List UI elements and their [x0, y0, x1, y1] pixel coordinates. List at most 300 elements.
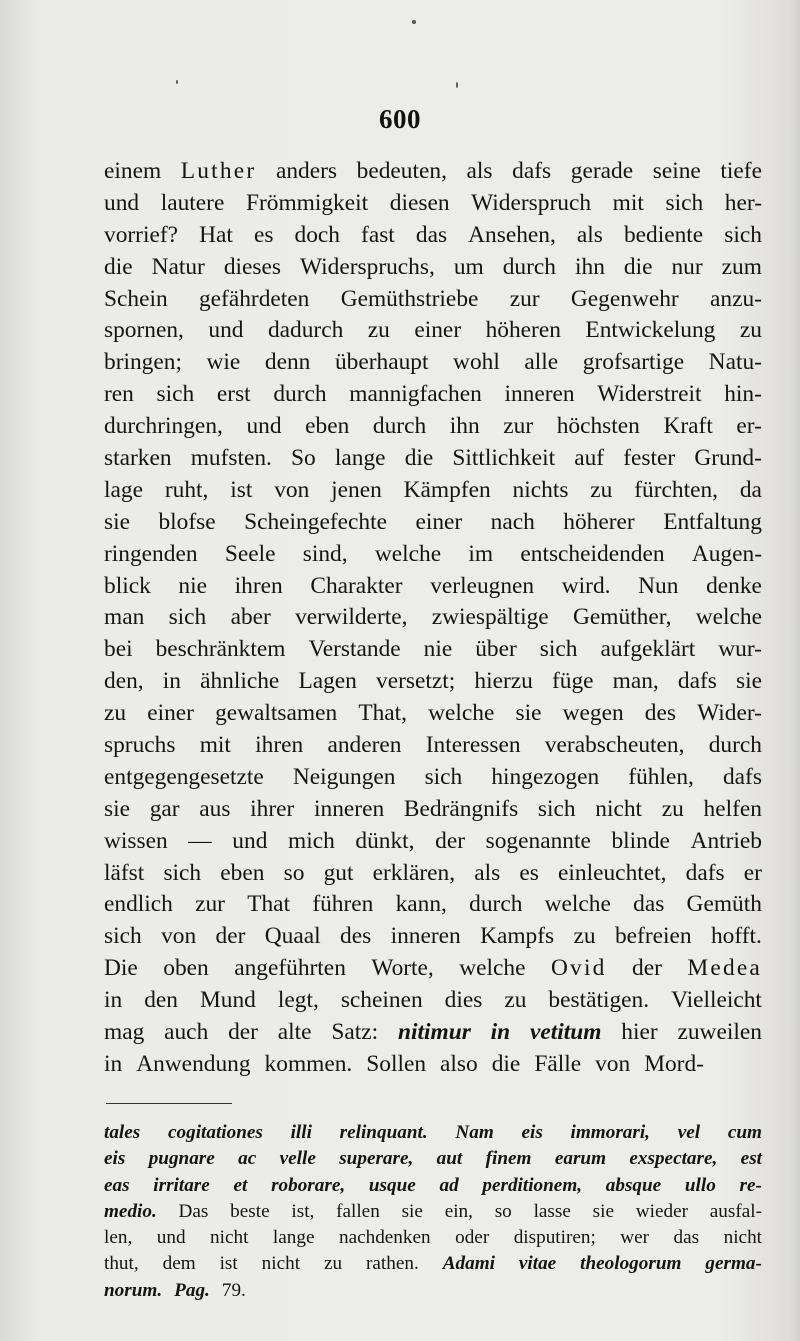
- word: usque: [368, 1174, 416, 1196]
- word: der: [632, 955, 662, 982]
- word: Widerstreit: [597, 381, 702, 408]
- word: des: [340, 923, 372, 950]
- word: wur-: [718, 636, 762, 663]
- word: nachdenken: [338, 1227, 431, 1249]
- word: oben: [163, 955, 209, 982]
- word: die: [491, 1050, 521, 1077]
- word: bringen;: [104, 349, 182, 376]
- word: vitae: [518, 1253, 557, 1275]
- word: dafs: [512, 158, 552, 184]
- word: sind,: [302, 540, 348, 567]
- word: Quaal: [264, 923, 321, 950]
- word: So: [291, 445, 316, 472]
- word: Die: [104, 955, 138, 982]
- word: zu: [367, 317, 390, 344]
- word: und: [232, 827, 268, 854]
- word: rathen.: [366, 1253, 419, 1275]
- word: beschränktem: [155, 636, 286, 663]
- word: verwilderte,: [295, 604, 408, 631]
- word: ullo: [684, 1174, 716, 1196]
- word: disputiren;: [513, 1227, 596, 1249]
- word: überhaupt: [334, 349, 429, 376]
- word: velle: [279, 1148, 316, 1170]
- word: nie: [423, 636, 453, 663]
- word: gewaltsamen: [215, 700, 338, 727]
- word: einer: [415, 508, 463, 535]
- word: er-: [736, 413, 762, 440]
- word: die: [404, 445, 434, 472]
- word: dünkt,: [355, 827, 415, 854]
- word: lange: [272, 1227, 315, 1249]
- word: zu: [590, 476, 613, 503]
- word: Gemüth: [686, 891, 762, 918]
- word: thut,: [104, 1253, 139, 1275]
- word: her-: [724, 189, 762, 216]
- word: anderen: [327, 732, 402, 759]
- word: bei: [104, 636, 133, 663]
- word: Interessen: [425, 732, 521, 759]
- word: Kämpfen: [403, 476, 491, 503]
- word: der: [228, 1019, 258, 1046]
- word: dafs: [685, 859, 725, 886]
- word: vetitum: [529, 1019, 602, 1046]
- word: Entwickelung: [585, 317, 716, 344]
- word: Entfaltung: [663, 508, 762, 535]
- word: denke: [706, 572, 762, 599]
- word: nicht: [210, 1227, 249, 1249]
- word: wird.: [561, 572, 611, 599]
- word: nur: [671, 253, 703, 280]
- word: diesen: [389, 189, 450, 216]
- word: fallen: [336, 1200, 380, 1222]
- word: da: [739, 476, 762, 503]
- text-line: [104, 987, 762, 1019]
- word: vorrief?: [104, 221, 179, 248]
- word: des: [644, 700, 676, 727]
- word: von: [161, 923, 197, 950]
- text-line: [104, 190, 762, 222]
- word: sich: [724, 221, 762, 248]
- word: zu: [739, 317, 762, 344]
- footnote-line: [104, 1201, 762, 1227]
- word: sie: [401, 1200, 423, 1222]
- footnote-line: [104, 1148, 762, 1174]
- word: sich: [539, 636, 578, 663]
- word: Augen-: [691, 540, 762, 567]
- word: anders: [275, 158, 338, 184]
- word: die: [623, 253, 653, 280]
- word: auf: [574, 445, 605, 472]
- word: grofsartige: [582, 349, 685, 376]
- word: also: [440, 1050, 478, 1077]
- word: jenen: [331, 476, 382, 503]
- word: um: [453, 253, 484, 280]
- text-line: [104, 381, 762, 413]
- word: 79.: [221, 1279, 246, 1301]
- word: es: [519, 859, 539, 886]
- word: aut: [436, 1148, 463, 1170]
- text-line: [104, 860, 762, 892]
- word: welche: [544, 891, 611, 918]
- word: Gegenwehr: [570, 285, 679, 312]
- footnote-line: [104, 1175, 762, 1201]
- word: earum: [554, 1148, 607, 1170]
- text-line: [104, 413, 762, 445]
- word: norum.: [104, 1279, 163, 1301]
- word: mannigfachen: [349, 381, 482, 408]
- text-line: [104, 955, 762, 987]
- word: mit: [199, 732, 231, 759]
- ink-speck: [456, 82, 458, 88]
- text-line: [104, 158, 762, 190]
- word: läfst: [104, 859, 145, 886]
- word: That: [247, 891, 291, 918]
- word: den: [144, 987, 178, 1014]
- word: Mord-: [644, 1050, 704, 1077]
- word: sie: [592, 1200, 614, 1222]
- word: irritare: [153, 1174, 210, 1196]
- word: kommen.: [264, 1050, 353, 1077]
- word: Kraft: [663, 413, 713, 440]
- word: zuweilen: [677, 1019, 762, 1046]
- word: im: [468, 540, 494, 567]
- word: len,: [104, 1227, 133, 1249]
- word: zu: [661, 795, 684, 822]
- word: ist: [219, 1253, 238, 1275]
- word: der: [215, 923, 246, 950]
- word: durch: [273, 381, 327, 408]
- word: bediente: [623, 221, 704, 248]
- word: inneren: [390, 923, 461, 950]
- word: zu: [573, 923, 596, 950]
- text-line: [104, 764, 762, 796]
- word: ihrer: [250, 795, 295, 822]
- word: endlich: [104, 891, 173, 918]
- word: sich: [168, 604, 207, 631]
- word: in: [104, 987, 123, 1014]
- word: durch: [708, 732, 762, 759]
- word: blofse: [158, 508, 216, 535]
- word: ähnliche: [200, 668, 280, 695]
- word: dadurch: [267, 317, 344, 344]
- word: zu: [323, 1253, 343, 1275]
- text-line: [104, 317, 762, 349]
- word: mag: [104, 1019, 145, 1046]
- text-line: [104, 222, 762, 254]
- word: Pag.: [174, 1279, 210, 1301]
- word: eben: [220, 859, 265, 886]
- word: zur: [503, 413, 534, 440]
- ink-speck: [176, 80, 178, 84]
- text-line: [104, 349, 762, 381]
- footnote-rule: [106, 1103, 232, 1104]
- word: nicht: [595, 795, 643, 822]
- word: eis: [104, 1148, 126, 1170]
- word: lautere: [160, 189, 225, 216]
- text-line: [104, 573, 762, 605]
- word: illi: [290, 1122, 312, 1143]
- text-line: [104, 541, 762, 573]
- word: führen: [312, 891, 374, 918]
- word: verabscheuten,: [544, 732, 685, 759]
- word: welche: [695, 604, 762, 631]
- word: von: [274, 476, 310, 503]
- word: entgegengesetzte: [104, 763, 264, 790]
- word: wissen: [104, 827, 168, 854]
- text-line: [104, 891, 762, 923]
- text-line: [104, 445, 762, 477]
- word: cogitationes: [167, 1122, 263, 1143]
- word: Natu-: [708, 349, 762, 376]
- ink-speck: [412, 20, 416, 24]
- text-line: [104, 286, 762, 318]
- word: Neigungen: [292, 763, 396, 790]
- word: fester: [623, 445, 676, 472]
- word: lasse: [533, 1200, 571, 1222]
- word: gar: [149, 795, 180, 822]
- word: Nun: [638, 572, 679, 599]
- word: hingezogen: [491, 763, 600, 790]
- word: zur: [195, 891, 225, 918]
- footnote-line: [104, 1280, 762, 1306]
- word: eas: [104, 1174, 130, 1196]
- word: in: [104, 1050, 123, 1077]
- word: denn: [264, 349, 311, 376]
- text-line: [104, 923, 762, 955]
- word: dies: [444, 987, 483, 1014]
- word: durch: [469, 891, 523, 918]
- word: Seele: [224, 540, 276, 567]
- word: tales: [104, 1122, 141, 1143]
- word: Ansehen,: [468, 221, 556, 248]
- text-line: [104, 700, 762, 732]
- text-line: [104, 828, 762, 860]
- word: zur: [509, 285, 540, 312]
- word: fast: [361, 221, 395, 248]
- word: die: [104, 253, 133, 280]
- word: bestätigen.: [548, 987, 650, 1014]
- word: sich: [537, 795, 576, 822]
- word: und: [208, 317, 244, 344]
- word: beste: [230, 1200, 270, 1222]
- word: finem: [485, 1148, 532, 1170]
- word: mich: [288, 827, 335, 854]
- word: wer: [620, 1227, 650, 1249]
- word: ruht,: [164, 476, 209, 503]
- word: Schein: [104, 285, 168, 312]
- word: Sittlichkeit: [452, 445, 556, 472]
- word: wie: [206, 349, 241, 376]
- text-line: [104, 636, 762, 668]
- word: Adami: [442, 1253, 495, 1275]
- word: höheren: [485, 317, 561, 344]
- word: Gemüther,: [572, 604, 672, 631]
- word: nicht: [723, 1227, 762, 1249]
- word: nitimur: [398, 1019, 471, 1046]
- word: alte: [277, 1019, 312, 1046]
- word: einem: [104, 158, 162, 184]
- word: anzu-: [710, 285, 762, 312]
- word: gefährdeten: [198, 285, 310, 312]
- word: Charakter: [310, 572, 403, 599]
- word: Lagen: [298, 668, 357, 695]
- word: superare,: [339, 1148, 414, 1170]
- word: vel: [677, 1122, 701, 1143]
- word: spornen,: [104, 317, 184, 344]
- word: durchringen,: [104, 413, 223, 440]
- text-line: [104, 477, 762, 509]
- word: über: [475, 636, 517, 663]
- word: aus: [199, 795, 231, 822]
- word: starken: [104, 445, 172, 472]
- word: verleugnen: [430, 572, 535, 599]
- word: hofft.: [710, 923, 762, 950]
- word: sich: [163, 859, 202, 886]
- word: welche: [374, 540, 442, 567]
- word: in: [490, 1019, 511, 1046]
- word: doch: [294, 221, 340, 248]
- word: sich: [424, 763, 463, 790]
- word: Antrieb: [690, 827, 762, 854]
- word: dafs: [677, 668, 717, 695]
- word: ihren: [234, 572, 283, 599]
- text-line: [104, 1051, 762, 1083]
- word: man,: [612, 668, 659, 695]
- word: sich: [665, 189, 704, 216]
- word: das: [633, 891, 665, 918]
- word: erst: [216, 381, 251, 408]
- word: Gemüthstriebe: [340, 285, 479, 312]
- word: welche: [459, 955, 526, 982]
- word: Hat: [199, 221, 233, 248]
- main-text: [104, 158, 762, 1083]
- word: durch: [372, 413, 427, 440]
- word: durch: [502, 253, 556, 280]
- word: sie: [104, 795, 130, 822]
- word: eis: [521, 1122, 543, 1143]
- word: Sollen: [366, 1050, 427, 1077]
- word: roborare,: [271, 1174, 346, 1196]
- text-line: [104, 796, 762, 828]
- text-line: [104, 254, 762, 286]
- word: das: [673, 1227, 700, 1249]
- word: eben: [305, 413, 350, 440]
- word: ringenden: [104, 540, 198, 567]
- word: höherer: [563, 508, 635, 535]
- word: dem: [162, 1253, 196, 1275]
- word: Frömmigkeit: [245, 189, 369, 216]
- word: Luther: [180, 158, 257, 184]
- word: den,: [104, 668, 144, 695]
- word: ist: [230, 476, 253, 503]
- word: ren: [104, 381, 134, 408]
- word: gut: [323, 859, 354, 886]
- word: kann,: [395, 891, 447, 918]
- word: germa-: [705, 1253, 762, 1275]
- word: Ovid: [550, 955, 607, 982]
- word: ihn: [575, 253, 605, 280]
- text-line: [104, 1019, 762, 1051]
- word: und: [104, 189, 140, 216]
- word: nicht: [261, 1253, 301, 1275]
- word: Anwendung: [136, 1050, 251, 1077]
- word: aber: [230, 604, 271, 631]
- word: immorari,: [570, 1122, 650, 1143]
- word: es: [253, 221, 274, 248]
- word: Grund-: [694, 445, 762, 472]
- word: füge: [551, 668, 594, 695]
- word: blinde: [611, 827, 670, 854]
- word: lage: [104, 476, 143, 503]
- word: scheinen: [340, 987, 423, 1014]
- word: hier: [621, 1019, 658, 1046]
- word: absque: [605, 1174, 662, 1196]
- footnote-line: [104, 1227, 762, 1253]
- word: hierzu: [474, 668, 533, 695]
- word: Mund: [199, 987, 256, 1014]
- word: dafs: [722, 763, 762, 790]
- word: Verstande: [308, 636, 401, 663]
- word: theologorum: [580, 1253, 682, 1275]
- footnote-line: [104, 1122, 762, 1148]
- word: exspectare,: [629, 1148, 718, 1170]
- word: Natur: [151, 253, 205, 280]
- word: nach: [490, 508, 535, 535]
- word: spruchs: [104, 732, 176, 759]
- text-line: [104, 604, 762, 636]
- word: legt,: [277, 987, 319, 1014]
- word: mufsten.: [190, 445, 272, 472]
- word: als: [466, 158, 493, 184]
- word: der: [435, 827, 466, 854]
- word: inneren: [314, 795, 385, 822]
- word: blick: [104, 572, 151, 599]
- word: angeführten: [234, 955, 346, 982]
- word: ad: [439, 1174, 459, 1196]
- word: entscheidenden: [520, 540, 665, 567]
- word: Nam: [455, 1122, 494, 1143]
- word: perditionem,: [482, 1174, 583, 1196]
- word: erklären,: [372, 859, 456, 886]
- word: et: [233, 1174, 248, 1196]
- word: Kampfs: [480, 923, 555, 950]
- page-number: 600: [379, 104, 421, 134]
- word: so: [494, 1200, 512, 1222]
- word: Wider-: [697, 700, 762, 727]
- word: cum: [727, 1122, 762, 1143]
- word: einer: [147, 700, 194, 727]
- word: nichts: [512, 476, 569, 503]
- word: dieses: [223, 253, 282, 280]
- word: That,: [358, 700, 408, 727]
- text-line: [104, 509, 762, 541]
- word: auch: [164, 1019, 209, 1046]
- word: als: [474, 859, 501, 886]
- word: einleuchtet,: [558, 859, 667, 886]
- word: —: [188, 827, 212, 854]
- text-line: [104, 732, 762, 764]
- word: Vielleicht: [671, 987, 762, 1014]
- word: aufgeklärt: [600, 636, 696, 663]
- word: inneren: [504, 381, 575, 408]
- word: zum: [721, 253, 762, 280]
- word: von: [595, 1050, 631, 1077]
- word: sie: [736, 668, 762, 695]
- text-line: [104, 668, 762, 700]
- word: ein,: [444, 1200, 473, 1222]
- word: in: [162, 668, 181, 695]
- word: Das: [178, 1200, 209, 1222]
